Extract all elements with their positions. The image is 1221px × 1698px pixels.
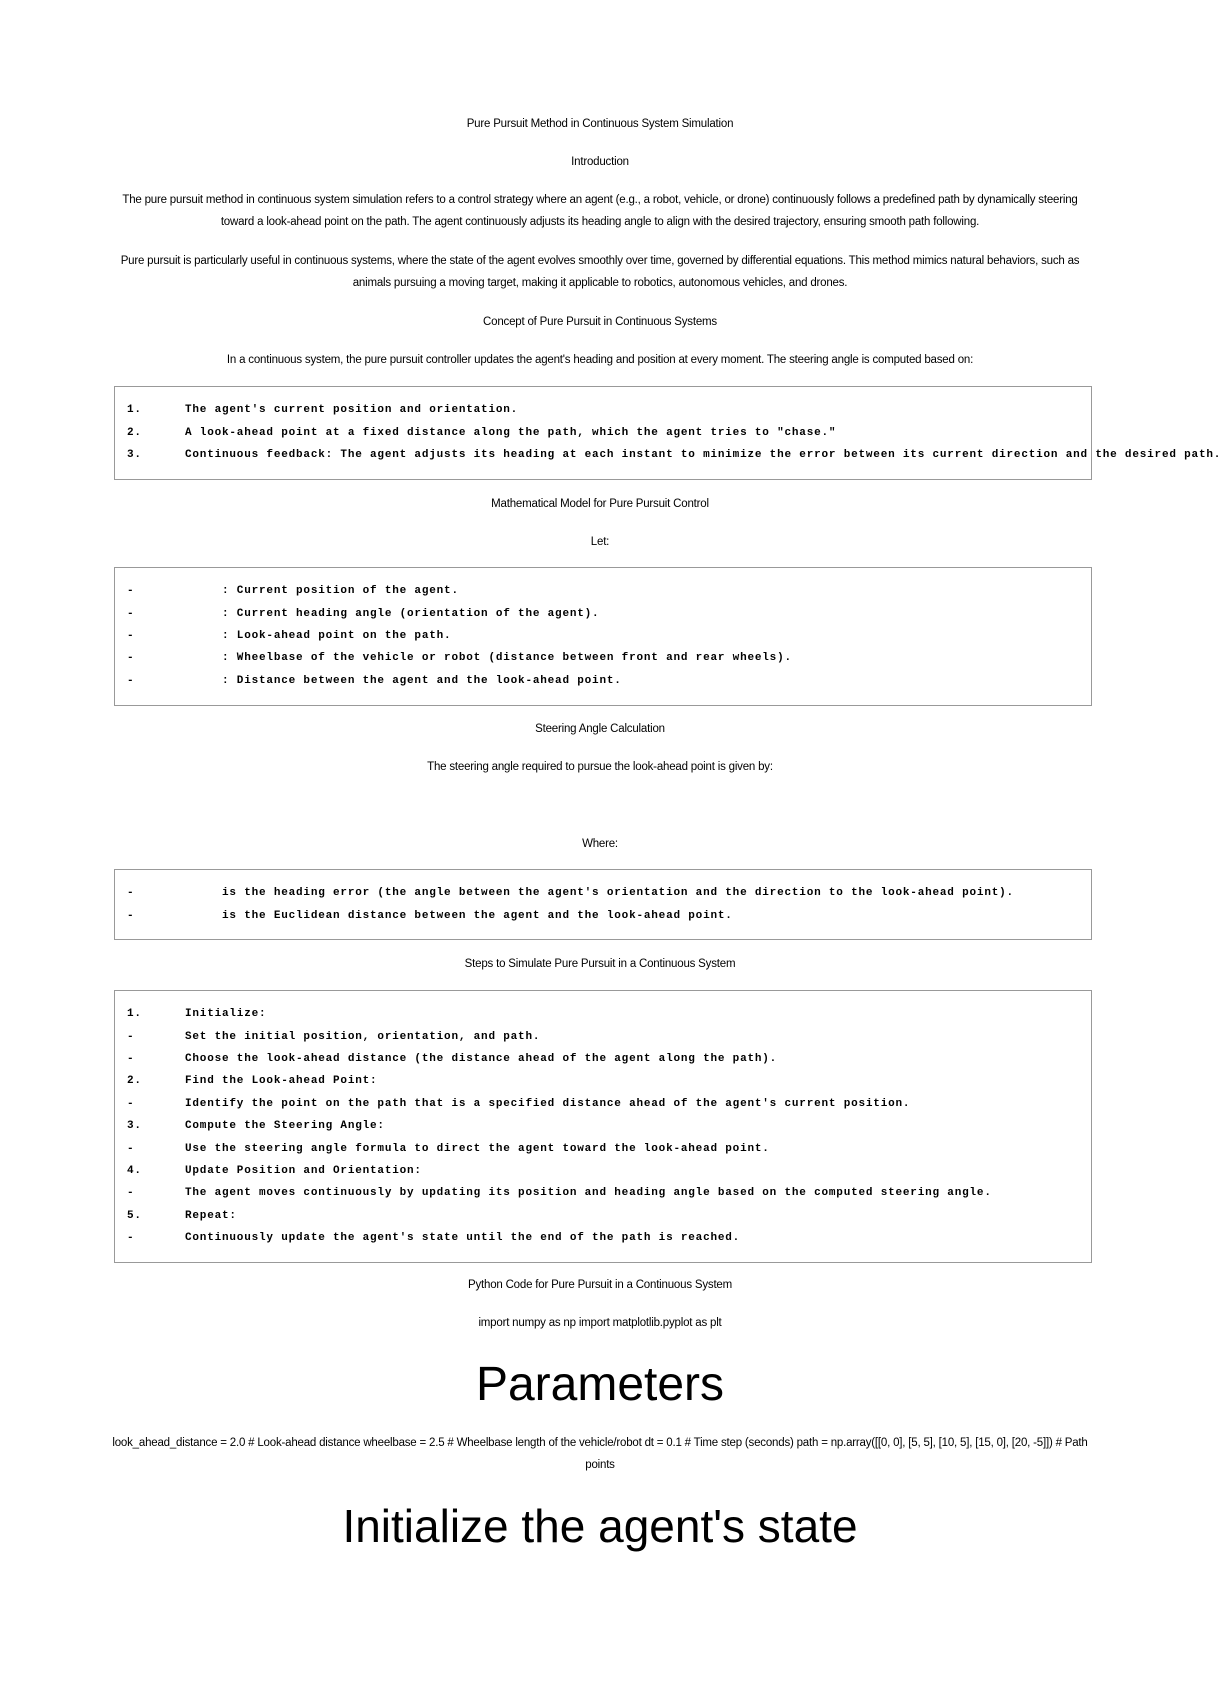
list-item xyxy=(115,399,1091,421)
list-item xyxy=(115,1227,1091,1249)
list-item xyxy=(115,670,1091,692)
model-let-label: Let: xyxy=(590,536,610,548)
list-marker: - xyxy=(127,674,135,687)
where-label: Where: xyxy=(582,838,618,850)
variables-list-box xyxy=(114,567,1092,706)
list-marker: - xyxy=(127,1187,135,1200)
list-item xyxy=(115,1115,1091,1137)
concept-heading: Concept of Pure Pursuit in Continuous Systems xyxy=(483,316,717,328)
list-marker: 3. xyxy=(127,1120,142,1133)
model-heading: Mathematical Model for Pure Pursuit Control xyxy=(491,498,709,510)
list-marker: - xyxy=(127,1097,135,1110)
list-item xyxy=(115,647,1091,669)
init-state-heading: Initialize the agent's state xyxy=(342,1500,858,1552)
list-marker: - xyxy=(127,629,135,642)
steps-heading: Steps to Simulate Pure Pursuit in a Continuous System xyxy=(464,958,736,970)
document-title: Pure Pursuit Method in Continuous System Simulation xyxy=(466,118,734,130)
list-item xyxy=(115,1025,1091,1047)
concept-list-box xyxy=(114,386,1221,480)
list-marker: - xyxy=(127,909,135,922)
list-text: Update Position and Orientation: xyxy=(185,1164,422,1177)
steps-list-box xyxy=(114,990,1092,1263)
list-marker: - xyxy=(127,652,135,665)
list-text: : Current position of the agent. xyxy=(185,585,459,598)
code-imports: import numpy as np import matplotlib.pyplot as plt xyxy=(478,1317,722,1329)
list-item xyxy=(115,1182,1091,1204)
list-item xyxy=(115,1137,1091,1159)
list-text: Compute the Steering Angle: xyxy=(185,1120,385,1133)
list-marker: - xyxy=(127,1142,135,1155)
list-marker: 2. xyxy=(127,1075,142,1088)
list-item xyxy=(115,1205,1091,1227)
steering-heading: Steering Angle Calculation xyxy=(535,723,665,735)
list-text: : Wheelbase of the vehicle or robot (distance between front and rear wheels). xyxy=(185,652,792,665)
concept-paragraph: In a continuous system, the pure pursuit controller updates the agent's heading and position at every moment. The steering angle is computed based on: xyxy=(226,354,974,366)
parameters-heading: Parameters xyxy=(475,1358,725,1411)
list-marker: 5. xyxy=(127,1209,142,1222)
list-text: Choose the look-ahead distance (the distance ahead of the agent along the path). xyxy=(185,1052,778,1065)
list-text: Identify the point on the path that is a specified distance ahead of the agent's current position. xyxy=(185,1097,911,1110)
list-marker: - xyxy=(127,887,135,900)
list-text: Initialize: xyxy=(185,1008,267,1021)
parameters-code-line: look_ahead_distance = 2.0 # Look-ahead distance wheelbase = 2.5 # Wheelbase length of the vehicle/robot dt = 0.1 # Time step (seconds) path = np.array([[0, 0], [5, 5], [10, 5], [15, 0], [20, -5]]) # Path points xyxy=(112,1437,1088,1471)
list-item xyxy=(115,1070,1091,1092)
list-item xyxy=(115,580,1091,602)
list-text: The agent's current position and orientation. xyxy=(185,404,519,417)
list-text: : Current heading angle (orientation of the agent). xyxy=(185,607,600,620)
list-text: is the Euclidean distance between the agent and the look-ahead point. xyxy=(185,909,733,922)
list-text: Continuous feedback: The agent adjusts its heading at each instant to minimize the error between its current direction and the desired path. xyxy=(185,448,1221,461)
intro-paragraph-2: Pure pursuit is particularly useful in continuous systems, where the state of the agent evolves smoothly over time, governed by differential equations. This method mimics natural behaviors, such as animals pursuing a moving target, making it applicable to robotics, autonomous vehicles, and drones. xyxy=(120,255,1080,289)
list-item xyxy=(115,421,1091,443)
list-marker: 4. xyxy=(127,1164,142,1177)
list-text: Repeat: xyxy=(185,1209,237,1222)
list-text: : Look-ahead point on the path. xyxy=(185,629,452,642)
list-item xyxy=(115,904,1091,926)
list-marker: - xyxy=(127,1052,135,1065)
list-text: Continuously update the agent's state until the end of the path is reached. xyxy=(185,1232,741,1245)
list-item xyxy=(115,1160,1091,1182)
list-marker: 1. xyxy=(127,1008,142,1021)
list-marker: 3. xyxy=(127,448,142,461)
list-text: Set the initial position, orientation, and path. xyxy=(185,1030,541,1043)
list-text: Use the steering angle formula to direct the agent toward the look-ahead point. xyxy=(185,1142,770,1155)
list-text: The agent moves continuously by updating its position and heading angle based on the computed steering angle. xyxy=(185,1187,992,1200)
list-marker: - xyxy=(127,1232,135,1245)
steering-paragraph: The steering angle required to pursue the look-ahead point is given by: xyxy=(427,761,773,773)
list-item xyxy=(115,444,1221,466)
list-text: Find the Look-ahead Point: xyxy=(185,1075,378,1088)
list-item xyxy=(115,1093,1091,1115)
list-item xyxy=(115,882,1091,904)
list-marker: - xyxy=(127,1030,135,1043)
list-text: is the heading error (the angle between the agent's orientation and the direction to the look-ahead point). xyxy=(185,887,1014,900)
where-list-box xyxy=(114,869,1092,940)
list-item xyxy=(115,625,1091,647)
list-marker: - xyxy=(127,585,135,598)
list-item xyxy=(115,1003,1091,1025)
list-marker: - xyxy=(127,607,135,620)
code-heading: Python Code for Pure Pursuit in a Continuous System xyxy=(467,1279,733,1291)
list-text: : Distance between the agent and the look-ahead point. xyxy=(185,674,622,687)
list-item xyxy=(115,602,1091,624)
list-text: A look-ahead point at a fixed distance along the path, which the agent tries to "chase." xyxy=(185,426,837,439)
list-marker: 2. xyxy=(127,426,142,439)
intro-heading: Introduction xyxy=(571,156,629,168)
list-marker: 1. xyxy=(127,404,142,417)
list-item xyxy=(115,1048,1091,1070)
intro-paragraph-1: The pure pursuit method in continuous system simulation refers to a control strategy where an agent (e.g., a robot, vehicle, or drone) continuously follows a predefined path by dynamically steering toward a look-ahead point on the path. The agent continuously adjusts its heading angle to align with the desired trajectory, ensuring smooth path following. xyxy=(122,194,1078,228)
